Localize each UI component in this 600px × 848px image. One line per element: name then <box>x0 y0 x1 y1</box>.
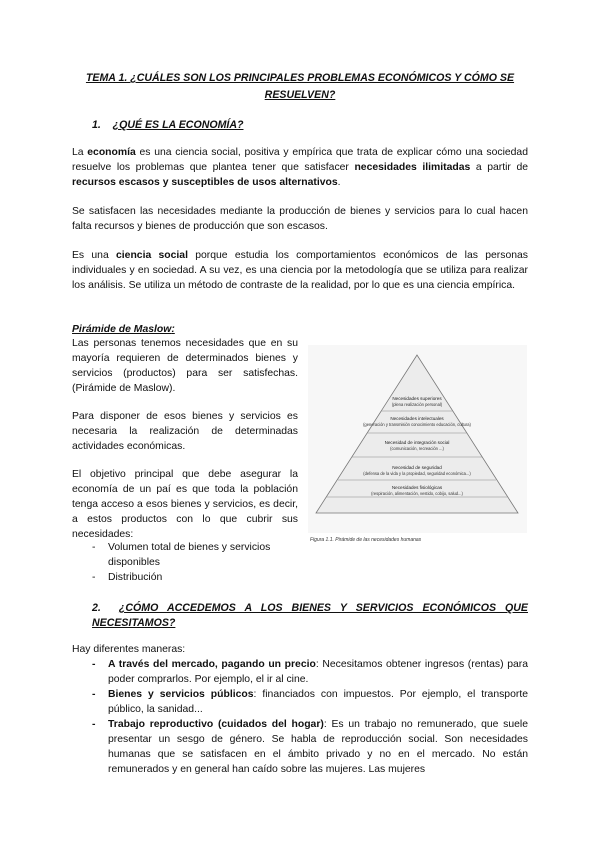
needs-list <box>88 540 288 585</box>
maslow-paragraph-1: Las personas tenemos necesidades que en su mayoría requieren de determinados bienes y servicios (productos) para ser satisfechas. (Pirámide de Maslow). <box>72 338 298 394</box>
item-bold: Bienes y servicios públicos <box>108 689 254 700</box>
economy-definition-paragraph <box>72 145 528 190</box>
pyramid-level-3-name: Necesidad de integración social <box>384 440 450 445</box>
item-text: : financiados con impuestos. Por ejemplo, el transporte público, la sanidad... <box>108 689 528 715</box>
list-item <box>72 687 528 717</box>
list-item <box>72 657 528 687</box>
pyramid-level-4-name: Necesidad de seguridad <box>392 465 442 470</box>
pyramid-level-1-detail: (plena realización personal) <box>391 402 443 407</box>
item-text: : Necesitamos obtener ingresos (rentas) para poder comprarlos. Por ejemplo, el ir al cine. <box>108 659 528 685</box>
text-run: porque estudia los comportamientos económicos de las personas individuales y en sociedad. A su vez, es una ciencia por la metodología que se utiliza para realizar los análisis. Se utiliza un método de contraste de la realidad, por lo que es una ciencia empírica. <box>72 250 528 291</box>
figure-caption: Figura 1.1. Pirámide de las necesidades humanas <box>310 537 422 543</box>
section-1-number: 1. <box>92 119 101 131</box>
social-science-paragraph <box>72 248 528 293</box>
bold-term: economía <box>87 147 136 158</box>
section-1-heading <box>92 118 243 133</box>
text-run: es una ciencia social, positiva y empírica que trata de explicar cómo una sociedad resuelve los problemas que plantea tener que satisfacer <box>72 147 528 173</box>
needs-paragraph: Se satisfacen las necesidades mediante la producción de bienes y servicios para lo cual hacen falta recursos y bienes de producción que son escasos. <box>72 206 528 232</box>
list-item: - Distribución <box>88 570 288 585</box>
bold-term: recursos escasos y susceptibles de usos alternativos <box>72 177 338 188</box>
item-bold: A través del mercado, pagando un precio <box>108 659 316 670</box>
page-title: TEMA 1. ¿CUÁLES SON LOS PRINCIPALES PROBLEMAS ECONÓMICOS Y CÓMO SE RESUELVEN? <box>85 72 515 101</box>
text-run: a partir de <box>470 162 529 173</box>
maslow-paragraph-2: Para disponer de esos bienes y servicios es necesaria la realización de determinadas actividades económicas. <box>72 411 298 452</box>
pyramid-level-2-detail: (generación y transmisión conocimiento educación, cultura) <box>363 422 471 427</box>
pyramid-level-5-name: Necesidades fisiológicas <box>391 485 443 490</box>
pyramid-level-3-detail: (comunicación, recreación ...) <box>390 446 444 451</box>
maslow-heading-text: Pirámide de Maslow <box>72 324 172 335</box>
section-1-title: ¿QUÉ ES LA ECONOMÍA? <box>112 119 244 131</box>
pyramid-level-1-name: Necesidades superiores <box>392 396 442 401</box>
pyramid-level-2-name: Necesidades intelectuales <box>390 416 444 421</box>
maslow-pyramid-figure <box>308 345 527 545</box>
pyramid-level-5-detail: (respiración, alimentación, vestido, cobijo, salud...) <box>371 491 463 496</box>
pyramid-level-4-detail: (defensa de la vida y la propiedad, seguridad económica...) <box>363 471 471 476</box>
ways-list <box>72 657 528 777</box>
bold-term: necesidades ilimitadas <box>354 162 471 173</box>
bold-term: ciencia social <box>116 250 188 261</box>
maslow-paragraph-3: El objetivo principal que debe asegurar la economía de un paí es que toda la población tenga acceso a esos bienes y servicios, es decir, a estos productos con lo que cubrir sus necesidades: <box>72 469 298 540</box>
maslow-heading <box>72 322 175 337</box>
section-2-number: 2. <box>92 602 101 614</box>
maslow-heading-colon: : <box>171 324 175 335</box>
item-bold: Trabajo reproductivo (cuidados del hogar) <box>108 719 324 730</box>
text-run: Es una <box>72 250 116 261</box>
ways-intro: Hay diferentes maneras: <box>72 644 186 655</box>
item-text: : Es un trabajo no remunerado, que suele presentar un sesgo de género. Se habla de reproducción social. Son necesidades humanas que se satisfacen en el ámbito privado y no en el mercado. No están remunerados y en general han caído sobre las mujeres. Las mujeres <box>108 719 528 775</box>
section-2-title: ¿CÓMO ACCEDEMOS A LOS BIENES Y SERVICIOS ECONÓMICOS QUE NECESITAMOS? <box>92 602 528 629</box>
list-item <box>72 717 528 777</box>
section-2-heading <box>92 601 528 631</box>
list-item: - Volumen total de bienes y servicios disponibles <box>88 540 288 570</box>
text-run: . <box>337 177 341 188</box>
text-run: La <box>72 147 88 158</box>
